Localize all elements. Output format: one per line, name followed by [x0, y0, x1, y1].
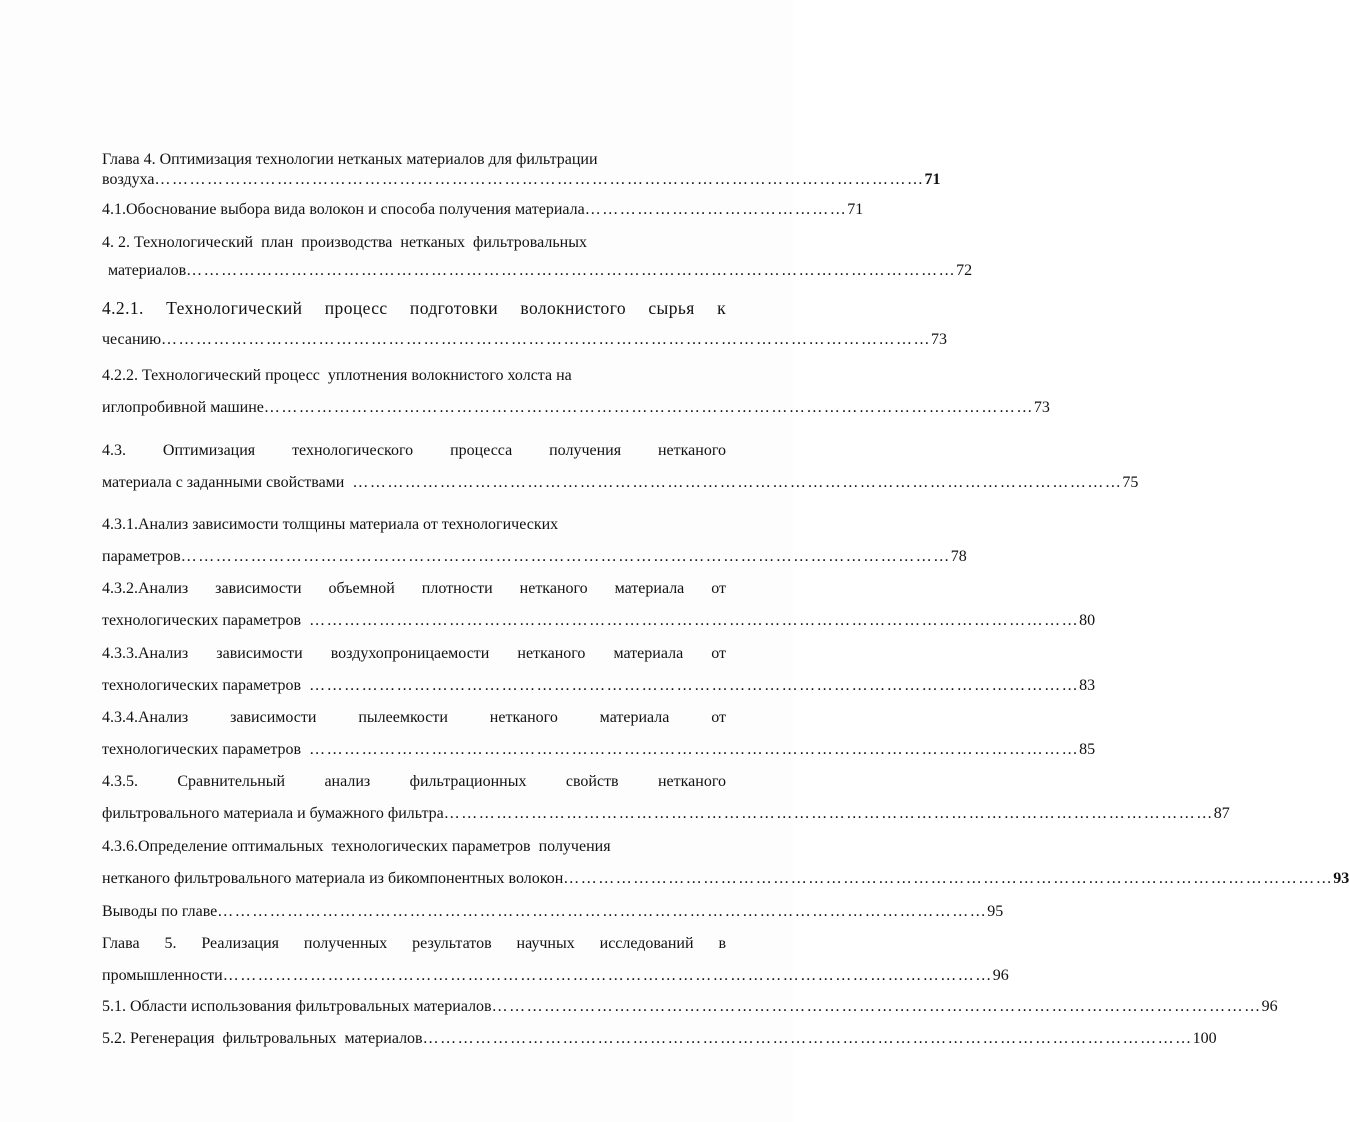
toc-entry-4-3-2[interactable] — [102, 579, 1096, 631]
dot-leader: …………………………………………………………………………………………………………………… — [309, 677, 1080, 694]
dot-leader: …………………………………………………………………………………………………………………… — [154, 171, 925, 188]
toc-page-number: 80 — [1079, 612, 1096, 629]
toc-entry-leader-line — [102, 547, 967, 567]
toc-entry-title-cont: технологических параметров — [102, 612, 302, 629]
toc-entry-title-line: 4.3.4.Анализ зависимости пылеемкости нетканого материала от — [102, 709, 726, 726]
toc-entry-title-cont: материалов — [108, 262, 187, 279]
toc-entry-4-3-4[interactable] — [102, 708, 1096, 760]
toc-entry-title-cont: параметров — [102, 548, 181, 565]
toc-entry-4-2-2[interactable] — [102, 366, 1050, 418]
toc-entry-title-line: Глава 4. Оптимизация технологии нетканых материалов для фильтрации — [102, 151, 598, 168]
dot-leader: …………………………………………………………………………………………………………………… — [222, 967, 993, 984]
dot-leader: …………………………………………………………………………………………………………………… — [352, 474, 1123, 491]
toc-page-number: 87 — [1213, 805, 1230, 822]
toc-entry-title-line: 4.3.5. Сравнительный анализ фильтрационных свойств нетканого — [102, 773, 726, 790]
toc-page-number: 71 — [847, 201, 864, 218]
toc-entry-leader-line — [102, 200, 864, 220]
toc-page-number: 96 — [992, 967, 1009, 984]
toc-entry-title: 5.2. Регенерация фильтровальных материалов — [102, 1030, 423, 1047]
toc-entry-4-3-6[interactable] — [102, 837, 1349, 889]
toc-entry-5-2[interactable] — [102, 1029, 1217, 1049]
dot-leader: …………………………………………………………………………………………………………………… — [491, 998, 1262, 1015]
toc-entry-title-cont: фильтровального материала и бумажного фильтра — [102, 805, 444, 822]
toc-entry-leader-line — [102, 170, 941, 190]
toc-entry-title-line: 4.3.3.Анализ зависимости воздухопроницаемости нетканого материала от — [102, 645, 726, 662]
toc-entry-leader-line — [102, 261, 973, 281]
toc-entry-leader-line — [102, 966, 1009, 986]
toc-entry-chapter-4[interactable] — [102, 150, 941, 190]
dot-leader: …………………………………………………………………………………………………………………… — [217, 903, 988, 920]
toc-entry-title-cont: материала с заданными свойствами — [102, 474, 345, 491]
toc-entry-leader-line — [102, 1029, 1217, 1049]
toc-entry-title-cont: иглопробивной машине — [102, 399, 264, 416]
toc-entry-title-line: 4.3.6.Определение оптимальных технологических параметров получения — [102, 838, 611, 855]
toc-page-number: 72 — [956, 262, 973, 279]
toc-page-number: 100 — [1192, 1030, 1217, 1047]
toc-entry-title-cont: чесанию — [102, 331, 162, 348]
toc-entry-leader-line — [102, 740, 1096, 760]
toc-entry-leader-line — [102, 997, 1278, 1017]
toc-page-number: 83 — [1079, 677, 1096, 694]
toc-entry-title-cont: технологических параметров — [102, 741, 302, 758]
toc-entry-leader-line — [102, 902, 1004, 922]
toc-entry-4-3-1[interactable] — [102, 515, 967, 567]
toc-entry-5-1[interactable] — [102, 997, 1278, 1017]
dot-leader: …………………………………………………………………………………………………………………… — [309, 612, 1080, 629]
toc-entry-leader-line — [102, 330, 948, 350]
toc-entry-leader-line — [102, 473, 1139, 493]
toc-entry-title-line: 4.3. Оптимизация технологического процесса получения нетканого — [102, 442, 726, 459]
toc-entry-leader-line — [102, 676, 1096, 696]
toc-page-number: 78 — [950, 548, 967, 565]
toc-entry-4-2-1[interactable] — [102, 298, 948, 350]
toc-entry-chapter-4-conclusions[interactable] — [102, 902, 1004, 922]
toc-page-number: 93 — [1333, 870, 1349, 887]
dot-leader: ……………………………………… — [584, 201, 848, 218]
toc-entry-leader-line — [102, 398, 1050, 418]
toc-entry-title-cont: технологических параметров — [102, 677, 302, 694]
toc-entry-title-line: Глава 5. Реализация полученных результатов научных исследований в — [102, 935, 726, 952]
toc-page-number: 73 — [1033, 399, 1050, 416]
toc-entry-title: 5.1. Области использования фильтровальных материалов — [102, 998, 492, 1015]
toc-entry-4-3-5[interactable] — [102, 772, 1230, 824]
toc-page-number: 95 — [987, 903, 1004, 920]
toc-entry-title-line: 4.3.1.Анализ зависимости толщины материала от технологических — [102, 516, 559, 533]
toc-page-number: 96 — [1261, 998, 1278, 1015]
toc-entry-title: 4.1.Обоснование выбора вида волокон и способа получения материала — [102, 201, 585, 218]
dot-leader: …………………………………………………………………………………………………………………… — [161, 331, 932, 348]
toc-entry-title: Выводы по главе — [102, 903, 218, 920]
toc-page-number: 85 — [1079, 741, 1096, 758]
toc-entry-chapter-5[interactable] — [102, 934, 1009, 986]
toc-page-number: 75 — [1122, 474, 1139, 491]
dot-leader: …………………………………………………………………………………………………………………… — [186, 262, 957, 279]
dot-leader: …………………………………………………………………………………………………………………… — [180, 548, 951, 565]
toc-entry-title-cont: промышленности — [102, 967, 223, 984]
toc-page-number: 71 — [924, 171, 941, 188]
dot-leader: …………………………………………………………………………………………………………………… — [422, 1030, 1193, 1047]
dot-leader: …………………………………………………………………………………………………………………… — [443, 805, 1214, 822]
toc-entry-title-line: 4.2.2. Технологический процесс уплотнения волокнистого холста на — [102, 367, 572, 384]
toc-entry-leader-line — [102, 611, 1096, 631]
toc-entry-4-3[interactable] — [102, 441, 1139, 493]
toc-entry-title-cont: нетканого фильтровального материала из бикомпонентных волокон — [102, 870, 564, 887]
toc-entry-title-cont: воздуха — [102, 171, 155, 188]
toc-page-number: 73 — [931, 331, 948, 348]
dot-leader: …………………………………………………………………………………………………………………… — [563, 870, 1334, 887]
toc-entry-4-2[interactable] — [102, 233, 973, 281]
toc-entry-title-line: 4. 2. Технологический план производства нетканых фильтровальных — [102, 234, 587, 251]
toc-entry-title-line: 4.2.1. Технологический процесс подготовки волокнистого сырья к — [102, 298, 726, 318]
toc-entry-leader-line — [102, 869, 1349, 889]
dot-leader: …………………………………………………………………………………………………………………… — [263, 399, 1034, 416]
toc-entry-4-1[interactable] — [102, 200, 864, 220]
dot-leader: …………………………………………………………………………………………………………………… — [309, 741, 1080, 758]
toc-entry-title-line: 4.3.2.Анализ зависимости объемной плотности нетканого материала от — [102, 580, 726, 597]
toc-entry-4-3-3[interactable] — [102, 644, 1096, 696]
toc-entry-leader-line — [102, 804, 1230, 824]
